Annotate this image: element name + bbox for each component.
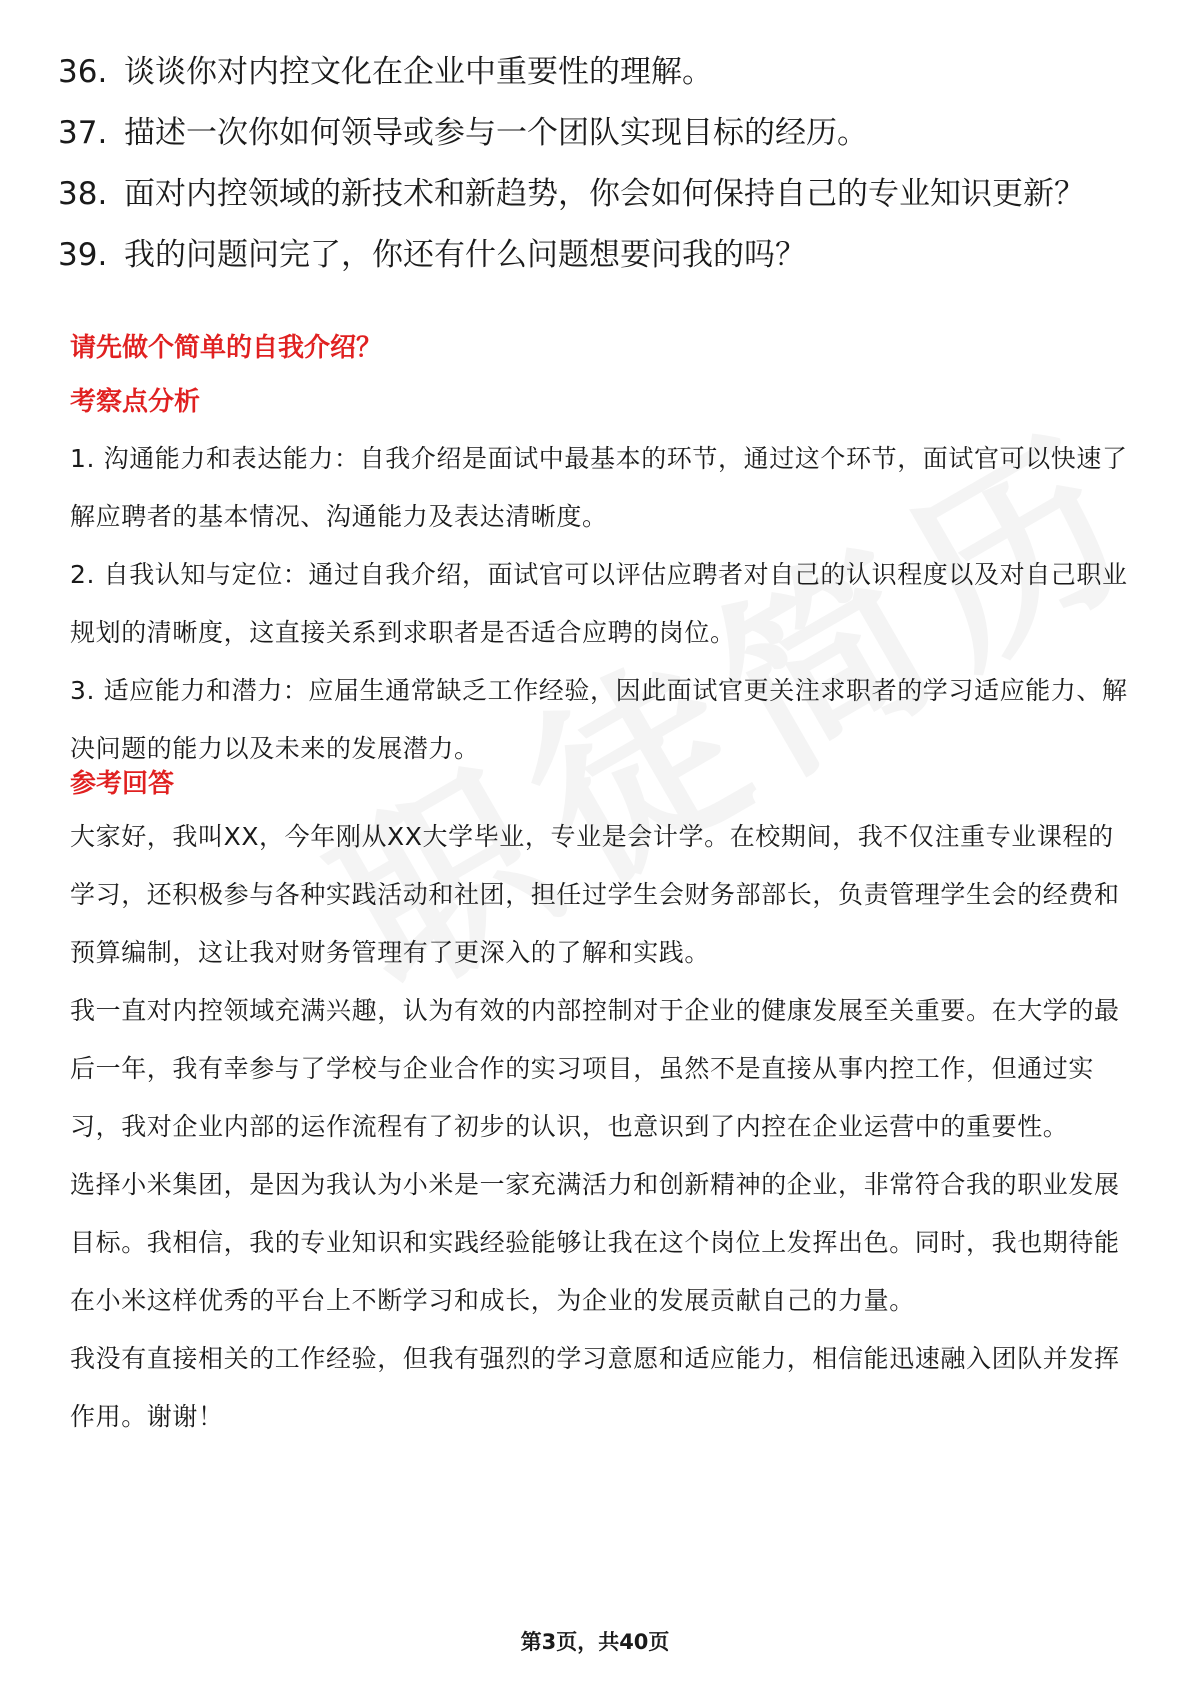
analysis-point: 3. 适应能力和潜力：应届生通常缺乏工作经验，因此面试官更关注求职者的学习适应能力、解决问题的能力以及未来的发展潜力。 [70, 676, 1128, 763]
page-number: 第3页，共40页 [520, 1630, 670, 1654]
list-item [58, 52, 1138, 92]
analysis-heading: 考察点分析 [70, 387, 201, 417]
answer-paragraph: 我没有直接相关的工作经验，但我有强烈的学习意愿和适应能力，相信能迅速融入团队并发挥作用。谢谢！ [70, 1344, 1120, 1431]
answer-heading: 参考回答 [70, 769, 175, 799]
list-item [58, 113, 1138, 153]
question-number: 37. [58, 115, 108, 151]
analysis-point: 1. 沟通能力和表达能力：自我介绍是面试中最基本的环节，通过这个环节，面试官可以快速了解应聘者的基本情况、沟通能力及表达清晰度。 [70, 444, 1128, 531]
question-title-section [70, 330, 1130, 366]
answer-paragraph: 选择小米集团，是因为我认为小米是一家充满活力和创新精神的企业，非常符合我的职业发展目标。我相信，我的专业知识和实践经验能够让我在这个岗位上发挥出色。同时，我也期待能在小米这样优秀的平台上不断学习和成长，为企业的发展贡献自己的力量。 [70, 1170, 1120, 1315]
question-text: 描述一次你如何领导或参与一个团队实现目标的经历。 [124, 115, 868, 151]
answer-paragraph: 我一直对内控领域充满兴趣，认为有效的内部控制对于企业的健康发展至关重要。在大学的最后一年，我有幸参与了学校与企业合作的实习项目，虽然不是直接从事内控工作，但通过实习，我对企业内部的运作流程有了初步的认识，也意识到了内控在企业运营中的重要性。 [70, 996, 1120, 1141]
question-number: 38. [58, 176, 108, 212]
question-number: 39. [58, 237, 108, 273]
question-text: 谈谈你对内控文化在企业中重要性的理解。 [124, 54, 713, 90]
answer-paragraph: 大家好，我叫XX，今年刚从XX大学毕业，专业是会计学。在校期间，我不仅注重专业课程的学习，还积极参与各种实践活动和社团，担任过学生会财务部部长，负责管理学生会的经费和预算编制，这让我对财务管理有了更深入的了解和实践。 [70, 822, 1120, 967]
question-list [58, 52, 1138, 296]
question-number: 36. [58, 54, 108, 90]
list-item [58, 235, 1138, 275]
question-text: 我的问题问完了，你还有什么问题想要问我的吗？ [124, 237, 806, 273]
list-item [58, 174, 1138, 214]
analysis-section [70, 384, 1130, 778]
answer-section [70, 766, 1130, 1446]
question-title: 请先做个简单的自我介绍？ [70, 333, 383, 363]
analysis-point: 2. 自我认知与定位：通过自我介绍，面试官可以评估应聘者对自己的认识程度以及对自己职业规划的清晰度，这直接关系到求职者是否适合应聘的岗位。 [70, 560, 1128, 647]
question-text: 面对内控领域的新技术和新趋势，你会如何保持自己的专业知识更新？ [124, 176, 1085, 212]
